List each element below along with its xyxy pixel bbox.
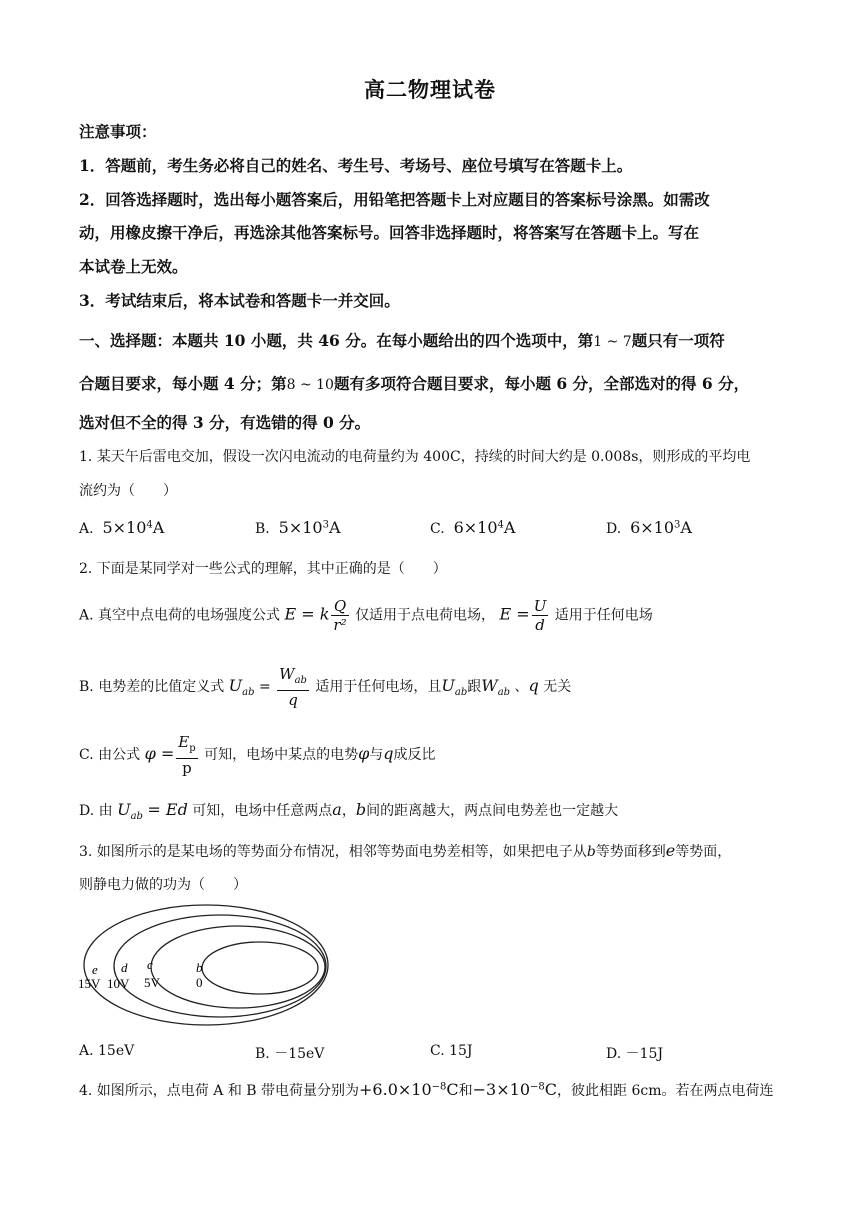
equipotential-b [202,942,318,994]
charge-unit: C [446,1080,459,1099]
formula-part: W [279,665,295,683]
formula-part: φ [358,744,370,763]
fraction [277,665,309,709]
section-1-text: 一、选择题：本题共 10 小题，共 46 分。在每小题给出的四个选项中，第 [79,331,594,350]
charge-exponent: −8 [431,1081,447,1093]
formula-subscript: ab [454,686,468,698]
question-2-stem: 2. 下面是某同学对一些公式的理解，其中正确的是（ ） [79,561,447,577]
option-label: A. [79,521,94,537]
fraction-numerator [277,665,309,691]
notice-item-3: 3．考试结束后，将本试卷和答题卡一并交回。 [79,291,400,310]
option-value: 6×10 [453,518,498,537]
question-3-line-2: 则静电力做的功为（ ） [79,877,247,893]
notice-heading: 注意事项： [79,122,157,141]
option-text: 、 [514,679,529,695]
option-text: ， [341,803,356,819]
fraction [176,733,197,777]
question-text: 等势面， [675,844,732,860]
notice-item-2-line-1: 2．回答选择题时，选出每小题答案后，用铅笔把答题卡上对应题目的答案标号涂黑。如需改 [79,190,710,209]
value-c: 5V [144,975,160,990]
question-3-line-1 [79,841,731,861]
formula-part: = Ed [147,800,188,819]
option-text: 间的距离越大，两点间电势差也一定越大 [366,803,619,819]
formula-subscript: ab [242,686,255,698]
option-text: 仅适用于点电荷电场， [355,607,496,624]
fraction-numerator: U [533,597,547,615]
label-d: d [121,960,128,975]
formula-subscript: ab [294,675,307,686]
value-e: 15V [78,976,101,991]
option-exponent: 3 [674,519,681,531]
section-1-text: 题有多项符合题目要求，每小题 6 分，全部选对的得 6 分， [333,374,750,393]
option-unit: A [503,518,516,537]
option-text: A. 真空中点电荷的电场强度公式 [79,607,281,624]
label-e: e [92,962,98,977]
question-3-option-a[interactable]: A. 15eV [79,1043,135,1059]
question-text: 和 [458,1083,473,1099]
option-value: 5×10 [102,518,147,537]
question-4-line-1 [79,1080,773,1100]
fraction [331,597,348,634]
option-text: 可知，电场中任意两点 [192,803,333,819]
notice-item-1: 1．答题前，考生务必将自己的姓名、考生号、考场号、座位号填写在答题卡上。 [79,156,633,175]
equipotential-d [114,915,326,1017]
formula-part: q [383,744,394,763]
charge-unit: C [544,1080,557,1099]
option-text: D. 由 [79,803,113,819]
value-d: 10V [107,976,130,991]
option-text: 成反比 [393,747,436,763]
equipotential-diagram [74,900,334,1030]
section-1-line-1 [79,329,725,351]
exam-title: 高二物理试卷 [364,77,496,102]
formula-part: q [528,676,539,695]
option-text: 适用于任何电场 [554,607,653,624]
question-3-option-d[interactable]: D. －15J [606,1046,664,1062]
option-unit: A [680,518,692,537]
charge-exponent: −8 [530,1081,545,1093]
formula-subscript: ab [497,686,511,698]
formula-part: U [228,676,243,695]
formula-part: φ = [144,744,175,763]
option-text: 跟 [467,679,482,695]
formula-subscript: p [189,743,196,754]
section-1-range: 8 ~ 10 [286,377,334,393]
fraction-numerator [176,733,197,759]
section-1-text: 题只有一项符 [631,331,725,350]
option-exponent: 4 [146,519,153,531]
charge-value: −3×10 [472,1080,530,1099]
question-1-option-d[interactable] [606,518,692,537]
question-2-option-c[interactable] [79,733,436,777]
question-3-option-b[interactable]: B. －15eV [255,1046,325,1062]
equipotential-c [151,926,325,1008]
option-label: C. [430,521,445,537]
option-exponent: 3 [322,519,329,531]
fraction [532,597,549,634]
question-text: 3. 如图所示的是某电场的等势面分布情况，相邻等势面电势差相等，如果把电子从 [79,844,587,860]
fraction-denominator: r² [333,616,347,634]
fraction-numerator: Q [331,597,348,616]
question-1-option-b[interactable] [255,518,341,537]
option-text: C. 由公式 [79,747,141,763]
option-unit: A [328,518,341,537]
question-1-line-2: 流约为（ ） [79,483,177,499]
question-2-option-b[interactable]: B. 电势差的比值定义式 $U_{ab}$ = $\frac{W_{ab}}{q}$ 适用于任何电场，且$U_{ab}$跟$W_{ab}$ 、q 无关 [79,665,572,709]
question-1-line-1: 1. 某天午后雷电交加，假设一次闪电流动的电荷量约为 400C，持续的时间大约是 0.008s，则形成的平均电 [79,449,751,465]
formula-part: b [586,844,596,860]
formula-part: e [665,841,676,860]
formula-subscript: ab [130,810,143,822]
question-2-option-d[interactable] [79,800,618,822]
question-2-option-a[interactable] [79,597,653,634]
option-text: 无关 [543,679,572,695]
charge-value: +6.0×10 [359,1080,432,1099]
option-exponent: 4 [497,519,504,531]
option-text: B. 电势差的比值定义式 [79,679,225,695]
option-label: B. [255,521,270,537]
fraction-denominator: p [182,759,192,777]
fraction-denominator: q [288,691,298,709]
option-unit: A [152,518,165,537]
option-text: 适用于任何电场，且 [315,679,442,695]
option-text: 与 [369,747,384,763]
formula-part: U [441,676,455,695]
notice-item-2-line-3: 本试卷上无效。 [79,257,188,276]
option-value: 6×10 [630,518,675,537]
formula-part: a [332,800,342,819]
option-value: 5×10 [278,518,323,537]
question-text: 4. 如图所示，点电荷 A 和 B 带电荷量分别为 [79,1083,360,1099]
option-text: 可知，电场中某点的电势 [204,747,359,763]
formula-part: W [481,676,498,695]
section-1-line-3: 选对但不全的得 3 分，有选错的得 0 分。 [79,413,371,432]
question-3-option-c[interactable]: C. 15J [430,1043,473,1059]
label-b: b [196,960,203,975]
question-text: ，彼此相距 6cm。若在两点电荷连 [557,1083,774,1099]
formula-part: E [178,733,190,751]
question-text: 等势面移到 [595,844,666,860]
formula-part: b [355,800,367,819]
section-1-range: 1 ~ 7 [593,334,632,350]
section-1-line-2 [79,372,749,394]
formula-part: E = [499,604,530,624]
formula-part: U [117,800,131,819]
fraction-denominator: d [535,616,545,634]
formula-part: E = k [284,604,330,624]
option-label: D. [606,521,622,537]
notice-item-2-line-2: 动，用橡皮擦干净后，再选涂其他答案标号。回答非选择题时，将答案写在答题卡上。写在 [79,223,700,242]
value-b: 0 [196,975,203,990]
label-c: c [147,957,153,972]
question-1-option-c[interactable] [430,518,515,537]
question-1-option-a[interactable] [79,518,164,537]
section-1-text: 合题目要求，每小题 4 分；第 [79,374,287,393]
